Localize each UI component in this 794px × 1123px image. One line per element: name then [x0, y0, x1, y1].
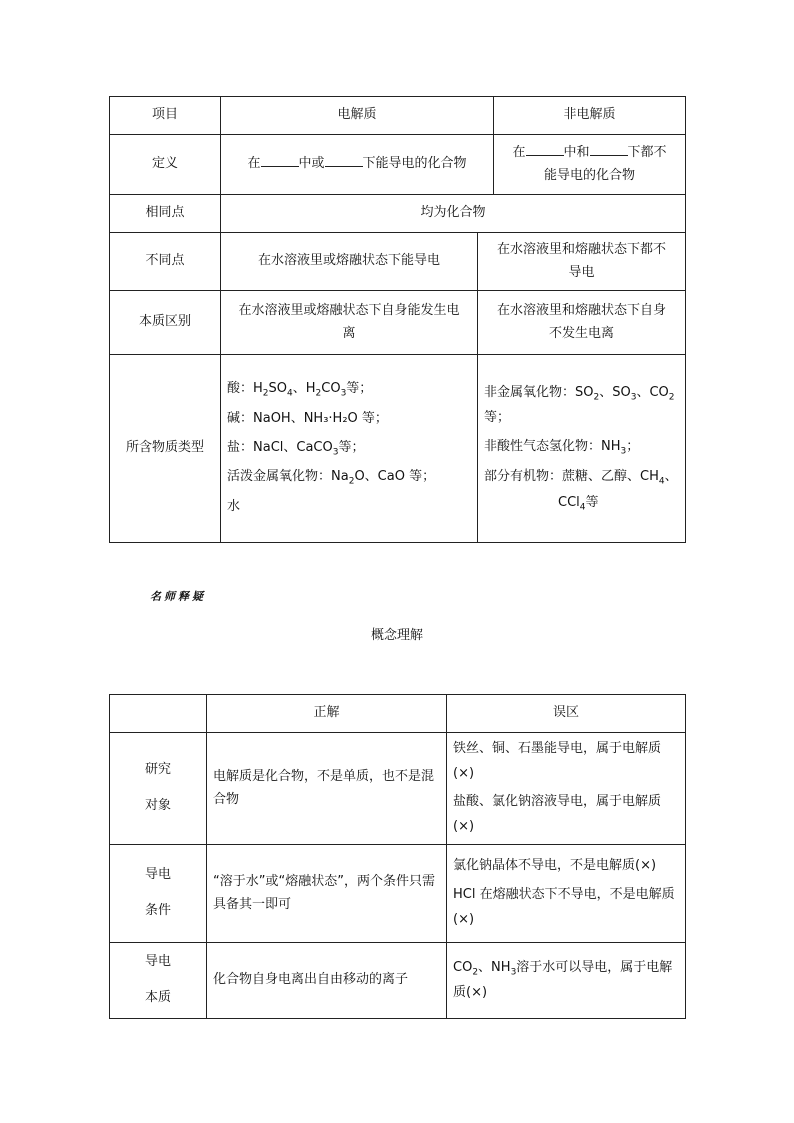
row-label-definition: 定义	[110, 135, 221, 195]
types-non-electrolyte	[478, 355, 686, 543]
nonmetal-oxide-line: 非金属氧化物：$SO_2$、$SO_3$、$CO_2$等；	[484, 384, 675, 426]
section-title: 概念理解	[370, 628, 423, 643]
header-item: 项目	[110, 97, 221, 135]
difference-electrolyte: 在水溶液里或熔融状态下能导电	[221, 233, 478, 291]
correct-object: 电解质是化合物，不是单质，也不是混合物	[207, 733, 447, 845]
row-label-essence: 本质区别	[110, 291, 221, 355]
types-electrolyte	[221, 355, 478, 543]
essence-electrolyte: 在水溶液里或熔融状态下自身能发生电 离	[221, 291, 478, 355]
header-non-electrolyte: 非电解质	[494, 97, 686, 135]
electrolyte-comparison-table	[109, 96, 686, 543]
brand-label: 名师释疑	[150, 590, 206, 603]
essence-non-electrolyte: 在水溶液里和熔融状态下自身 不发生电离	[478, 291, 686, 355]
row-label-difference: 不同点	[110, 233, 221, 291]
difference-non-electrolyte: 在水溶液里和熔融状态下都不 导电	[478, 233, 686, 291]
row-label-condition: 导电 条件	[110, 844, 207, 942]
water-line: 水	[227, 499, 241, 515]
salt-line: 盐：NaCl、CaCO$_3$等；	[227, 439, 365, 458]
acid-line: 酸：$H_2SO_4$、$H_2CO_3$等；	[227, 381, 373, 399]
oxide-line: 活泼金属氧化物：$Na_2O$、CaO 等；	[227, 469, 436, 487]
concept-table	[109, 694, 686, 1019]
row-label-object: 研究 对象	[110, 733, 207, 845]
row-label-essence2: 导电 本质	[110, 942, 207, 1018]
header-electrolyte: 电解质	[221, 97, 494, 135]
header-misconception: 误区	[447, 695, 686, 733]
row-label-types: 所含物质类型	[110, 355, 221, 543]
similarity-value: 均为化合物	[221, 195, 686, 233]
definition-electrolyte: 在 中或 下能导电的化合物	[221, 135, 494, 195]
misconception-condition: 氯化钠晶体不导电，不是电解质(×) HCl 在熔融状态下不导电，不是电解质(×)	[447, 844, 686, 942]
definition-non-electrolyte: 在 中和 下都不 能导电的化合物	[494, 135, 686, 195]
hydride-line: 非酸性气态氢化物：$NH_3$；	[484, 439, 640, 457]
header-correct: 正解	[207, 695, 447, 733]
correct-essence: 化合物自身电离出自由移动的离子	[207, 942, 447, 1018]
header-blank	[110, 695, 207, 733]
misconception-essence: $CO_2$、$NH_3$溶于水可以导电，属于电解质(×)	[447, 942, 686, 1018]
misconception-object: 铁丝、铜、石墨能导电，属于电解质(×) 盐酸、氯化钠溶液导电，属于电解质(×)	[447, 733, 686, 845]
base-line: 碱：NaOH、NH₃·H₂O 等；	[227, 410, 388, 426]
correct-condition: “溶于水”或“熔融状态”，两个条件只需具备其一即可	[207, 844, 447, 942]
organic-line: 部分有机物：蔗糖、乙醇、$CH_4$、 CCl$_4$等	[484, 468, 678, 513]
row-label-similarity: 相同点	[110, 195, 221, 233]
